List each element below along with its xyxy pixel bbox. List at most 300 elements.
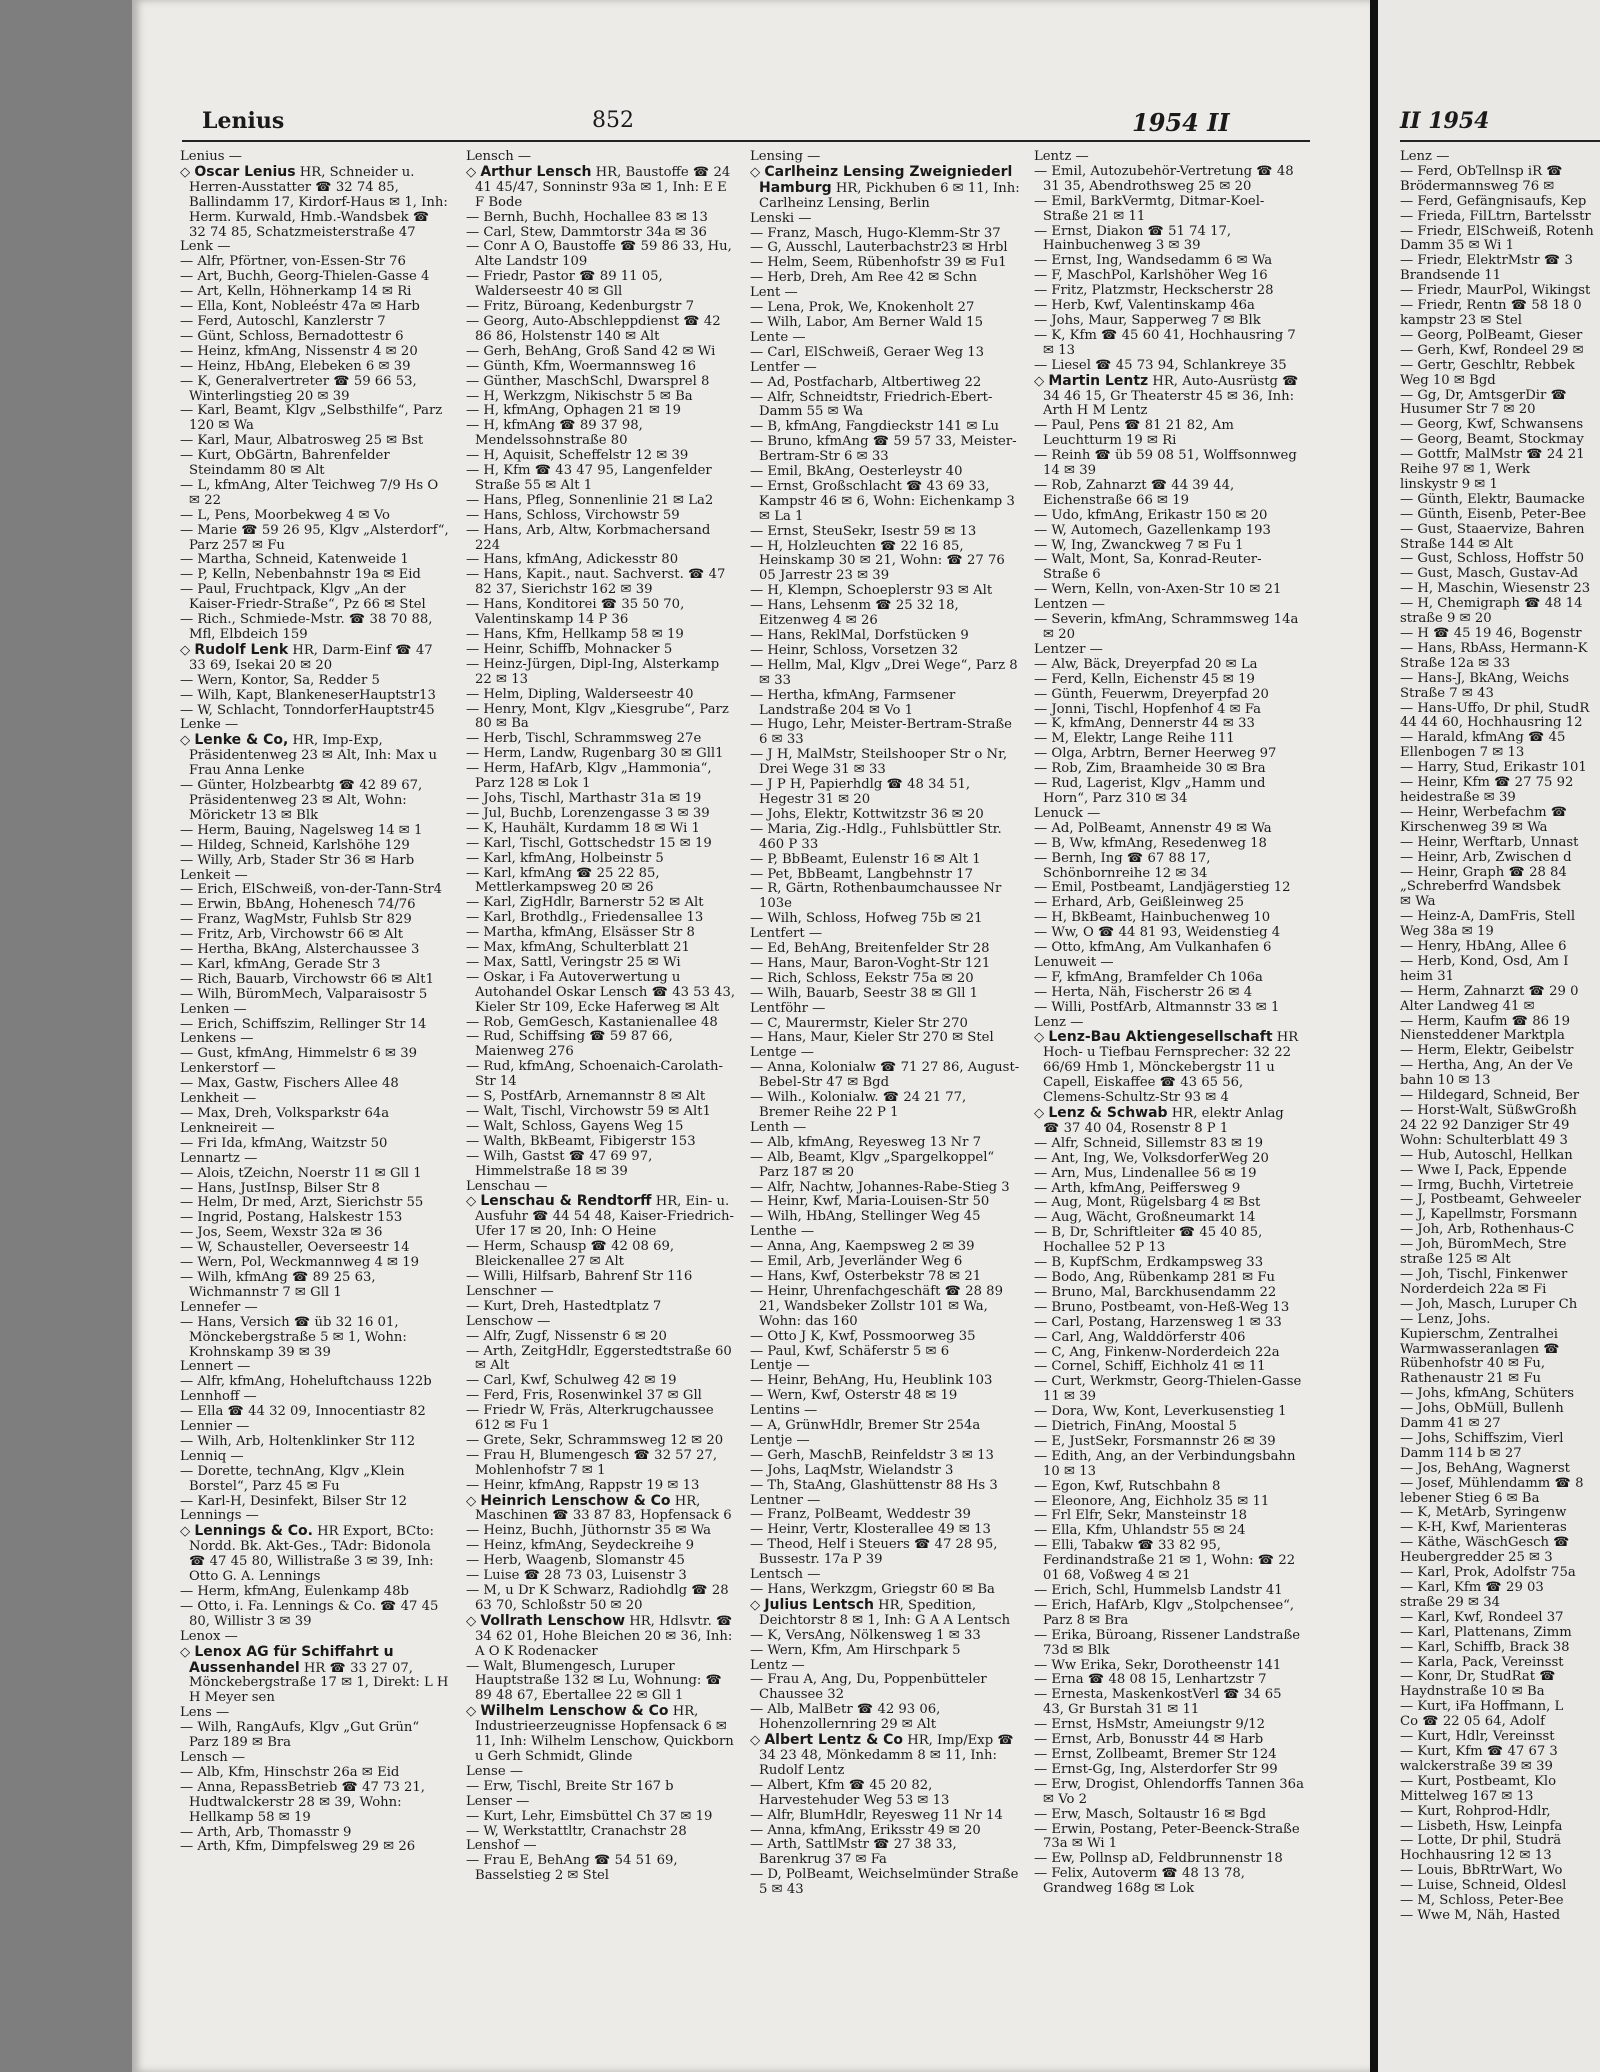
- right-column-line: Reihe 97 ✉ 1, Werk: [1400, 462, 1531, 478]
- right-column-line: — Wwe I, Pack, Eppende: [1400, 1162, 1567, 1178]
- surname-heading: Lenuck —: [1034, 805, 1101, 821]
- directory-entry: — Paul, Kwf, Schäferstr 5 ✉ 6: [750, 1343, 950, 1359]
- directory-entry: — Carl, Kwf, Schulweg 42 ✉ 19: [466, 1373, 677, 1389]
- right-column-line: — Gust, Schloss, Hoffstr 50: [1400, 551, 1585, 567]
- directory-entry: — Wern, Pol, Weckmannweg 4 ✉ 19: [180, 1255, 420, 1271]
- directory-entry: — Rob, Zim, Braamheide 30 ✉ Bra: [1034, 761, 1266, 777]
- right-column-line: Heubergredder 25 ✉ 3: [1400, 1550, 1553, 1566]
- right-column-line: Husumer Str 7 ✉ 20: [1400, 402, 1536, 418]
- directory-entry: — Carl, Stew, Dammtorstr 34a ✉ 36: [466, 224, 707, 240]
- surname-heading: Lensing —: [750, 149, 821, 164]
- surname-heading: Lentje —: [750, 1358, 810, 1374]
- surname-heading: Lenk —: [180, 239, 231, 255]
- directory-entry: — Wilh, Labor, Am Berner Wald 15: [750, 314, 983, 330]
- directory-entry: — Carl, Ang, Walddörferstr 406: [1034, 1329, 1246, 1345]
- directory-entry: — W, Werkstattltr, Cranachstr 28: [466, 1823, 687, 1839]
- directory-entry: — Heinr, kfmAng, Rappstr 19 ✉ 13: [466, 1477, 700, 1493]
- firm-entry: ◇ Wilhelm Lenschow & Co HR, Industrieerzeugnisse Hopfensack 6 ✉ 11, Inh: Wilhelm Lenschow, Quickborn u Gerh Schmidt, Glinde: [466, 1703, 734, 1764]
- directory-entry: — Alfr, Pförtner, von-Essen-Str 76: [180, 254, 406, 270]
- right-column-line: heidestraße ✉ 39: [1400, 789, 1516, 805]
- surname-heading: Lente —: [750, 329, 806, 345]
- directory-entry: — Theod, Helf i Steuers ☎ 47 28 95, Bussestr. 17a P 39: [750, 1537, 998, 1568]
- right-column-line: — Gg, Dr, AmtsgerDir ☎: [1400, 387, 1567, 403]
- surname-heading: Lenkeit —: [180, 867, 248, 883]
- firm-entry: ◇ Oscar Lenius HR, Schneider u. Herren-Ausstatter ☎ 32 74 85, Ballindamm 17, Kirdorf-Haus ✉ 1, Inh: Herm. Kurwald, Hmb.-Wandsbek ☎ 32 74 85, Schatzmeisterstraße 47: [180, 163, 448, 240]
- directory-entry: — Martha, kfmAng, Elsässer Str 8: [466, 925, 695, 941]
- firm-entry: ◇ Vollrath Lenschow HR, Hdlsvtr. ☎ 34 62 01, Hohe Bleichen 20 ✉ 36, Inh: A O K Rodenacker: [466, 1612, 733, 1659]
- directory-entry: — Johs, Tischl, Marthastr 31a ✉ 19: [466, 790, 702, 806]
- right-column-line: — Gerh, Kwf, Rondeel 29 ✉: [1400, 342, 1584, 358]
- right-column-line: bahn 10 ✉ 13: [1400, 1073, 1491, 1089]
- surname-heading: Lenniq —: [180, 1448, 244, 1464]
- right-column-line: — Friedr, Rentn ☎ 58 18 0: [1400, 298, 1582, 314]
- surname-heading: Lennert —: [180, 1359, 251, 1375]
- directory-entry: — K, Hauhält, Kurdamm 18 ✉ Wi 1: [466, 820, 700, 836]
- right-column-line: — Karl, Kwf, Rondeel 37: [1400, 1609, 1564, 1625]
- right-column-line: — Karla, Pack, Vereinsst: [1400, 1654, 1564, 1670]
- directory-entry: — Heinr, Kwf, Maria-Louisen-Str 50: [750, 1194, 990, 1210]
- directory-entry: — Karl, Tischl, Gottschedstr 15 ✉ 19: [466, 835, 712, 851]
- surname-heading: Lenius —: [180, 149, 242, 164]
- column-3: [750, 150, 1020, 1898]
- directory-entry: — Rob, Zahnarzt ☎ 44 39 44, Eichenstraße 66 ✉ 19: [1034, 477, 1235, 508]
- directory-entry: — Walth, BkBeamt, Fibigerstr 153: [466, 1133, 696, 1149]
- column-2: [466, 150, 736, 1884]
- directory-entry: — Fritz, Arb, Virchowstr 66 ✉ Alt: [180, 927, 404, 943]
- directory-entry: — Pet, BbBeamt, Langbehnstr 17: [750, 866, 973, 882]
- directory-entry: — Erich, Schl, Hummelsb Landstr 41: [1034, 1583, 1283, 1598]
- directory-entry: — Ernst, HsMstr, Ameiungstr 9/12: [1034, 1717, 1265, 1733]
- right-column-line: Ellenbogen 7 ✉ 13: [1400, 745, 1525, 761]
- surname-heading: Lenski —: [750, 210, 812, 226]
- directory-entry: — K, VersAng, Nölkensweg 1 ✉ 33: [750, 1627, 981, 1643]
- directory-entry: — Helm, Dipling, Walderseestr 40: [466, 686, 694, 702]
- directory-entry: — Ella, Kont, Nobleéstr 47a ✉ Harb: [180, 299, 420, 315]
- directory-entry: — Wern, Kfm, Am Hirschpark 5: [750, 1642, 961, 1658]
- right-column-line: — Irmg, Buchh, Virtetreie: [1400, 1177, 1574, 1193]
- right-column-line: — Lotte, Dr phil, Studrä: [1400, 1833, 1562, 1849]
- directory-entry: — Erna ☎ 48 08 15, Lenhartzstr 7: [1034, 1672, 1267, 1688]
- surname-heading: Lent —: [750, 285, 798, 301]
- directory-entry: — Franz, WagMstr, Fuhlsb Str 829: [180, 912, 412, 928]
- directory-entry: — Paul, Pens ☎ 81 21 82, Am Leuchtturm 19 ✉ Ri: [1034, 418, 1234, 449]
- directory-entry: — Fritz, Platzmstr, Heckscherstr 28: [1034, 283, 1274, 299]
- firm-entry: ◇ Lenz & Schwab HR, elektr Anlag ☎ 37 40 04, Rosenstr 8 P 1: [1034, 1105, 1284, 1136]
- directory-entry: — C, Maurermstr, Kieler Str 270: [750, 1015, 968, 1031]
- right-column-line: — Günth, Eisenb, Peter-Bee: [1400, 506, 1587, 522]
- directory-entry: — Anna, RepassBetrieb ☎ 47 73 21, Hudtwalckerstr 28 ✉ 39, Wohn: Hellkamp 58 ✉ 19: [180, 1779, 425, 1825]
- directory-entry: — Ww Erika, Sekr, Dorotheenstr 141: [1034, 1657, 1282, 1673]
- directory-entry: — Elli, Tabakw ☎ 33 82 95, Ferdinandstraße 21 ✉ 1, Wohn: ☎ 22 01 68, Voßweg 4 ✉ 21: [1034, 1538, 1296, 1584]
- right-column-line: — Luise, Schneid, Oldesl: [1400, 1878, 1567, 1894]
- surname-heading: Lenkheit —: [180, 1091, 257, 1107]
- directory-entry: — Wilh, RangAufs, Klgv „Gut Grün“ Parz 189 ✉ Bra: [180, 1720, 420, 1751]
- directory-entry: — Ernst, Ing, Wandsedamm 6 ✉ Wa: [1034, 253, 1273, 269]
- surname-heading: Lentins —: [750, 1403, 818, 1419]
- directory-entry: — Erw, Masch, Soltaustr 16 ✉ Bgd: [1034, 1806, 1267, 1822]
- directory-entry: — Art, Kelln, Höhnerkamp 14 ✉ Ri: [180, 284, 412, 300]
- directory-entry: — Gust, kfmAng, Himmelstr 6 ✉ 39: [180, 1046, 417, 1062]
- directory-entry: — Bruno, Mal, Barckhusendamm 22: [1034, 1284, 1277, 1300]
- directory-entry: — Hans, ReklMal, Dorfstücken 9: [750, 628, 969, 643]
- right-column-line: kampstr 23 ✉ Stel: [1400, 312, 1522, 328]
- directory-entry: — B, kfmAng, Fangdieckstr 141 ✉ Lu: [750, 419, 999, 435]
- directory-entry: — Hertha, kfmAng, Farmsener Landstraße 204 ✉ Vo 1: [750, 687, 956, 718]
- right-column-line: — Friedr, ElSchweiß, Rotenh: [1400, 223, 1594, 239]
- directory-entry: — Gerh, MaschB, Reinfeldstr 3 ✉ 13: [750, 1447, 994, 1463]
- edition-year: 1954 II: [1132, 108, 1230, 137]
- right-column-line: Brödermannsweg 76 ✉: [1400, 178, 1555, 194]
- directory-entry: — Rud, kfmAng, Schoenaich-Carolath-Str 14: [466, 1059, 723, 1090]
- directory-entry: — Aug, Mont, Rügelsbarg 4 ✉ Bst: [1034, 1195, 1261, 1211]
- directory-entry: — Erich, ElSchweiß, von-der-Tann-Str4: [180, 882, 443, 898]
- directory-entry: — Friedr W, Fräs, Alterkrugchaussee 612 ✉ Fu 1: [466, 1403, 714, 1434]
- directory-entry: — Severin, kfmAng, Schrammsweg 14a ✉ 20: [1034, 612, 1299, 642]
- surname-heading: Lenken —: [180, 1001, 247, 1017]
- directory-entry: — Willi, PostfArb, Altmannstr 33 ✉ 1: [1034, 999, 1280, 1015]
- directory-entry: — Ella ☎ 44 32 09, Innocentiastr 82: [180, 1404, 426, 1420]
- right-column-line: — J, Postbeamt, Gehweeler: [1400, 1192, 1581, 1208]
- directory-entry: — Alw, Bäck, Dreyerpfad 20 ✉ La: [1034, 656, 1258, 672]
- directory-entry: — Henry, Mont, Klgv „Kiesgrube“, Parz 80 ✉ Ba: [466, 701, 729, 732]
- right-column-line: — Gust, Masch, Gustav-Ad: [1400, 566, 1579, 582]
- directory-entry: — Carl, ElSchweiß, Geraer Weg 13: [750, 344, 984, 360]
- directory-entry: — Hans, Arb, Altw, Korbmachersand 224: [466, 522, 711, 553]
- directory-entry: — Bruno, Postbeamt, von-Heß-Weg 13: [1034, 1299, 1290, 1315]
- right-column-line: walckerstraße 39 ✉ 39: [1400, 1758, 1553, 1774]
- right-column-line: Alter Landweg 41 ✉: [1400, 998, 1535, 1014]
- page-number: 852: [592, 108, 634, 133]
- directory-entry: — L, Pens, Moorbekweg 4 ✉ Vo: [180, 507, 390, 523]
- directory-entry: — Karl, Maur, Albatrosweg 25 ✉ Bst: [180, 433, 424, 449]
- directory-entry: — Karl, kfmAng ☎ 25 22 85, Mettlerkampsweg 20 ✉ 26: [466, 865, 660, 896]
- right-column-line: — Hans-Uffo, Dr phil, StudR: [1400, 700, 1590, 716]
- directory-entry: — Ella, Kfm, Uhlandstr 55 ✉ 24: [1034, 1523, 1246, 1539]
- directory-entry: — E, JustSekr, Forsmannstr 26 ✉ 39: [1034, 1433, 1276, 1449]
- right-column-line: — Harry, Stud, Erikastr 101: [1400, 760, 1587, 776]
- directory-entry: — Herb, Tischl, Schrammsweg 27e: [466, 731, 702, 747]
- right-column-line: — Jos, BehAng, Wagnerst: [1400, 1460, 1570, 1476]
- directory-entry: — Carl, Postang, Harzensweg 1 ✉ 33: [1034, 1314, 1282, 1330]
- right-column-line: ✉ Wa: [1400, 894, 1436, 910]
- directory-entry: — Dorette, technAng, Klgv „Klein Borstel“, Parz 45 ✉ Fu: [180, 1463, 405, 1494]
- directory-entry: — Arn, Mus, Lindenallee 56 ✉ 19: [1034, 1165, 1257, 1181]
- directory-entry: — Wilh, HbAng, Stellinger Weg 45: [750, 1209, 981, 1225]
- right-column-line: — Henry, HbAng, Allee 6: [1400, 939, 1567, 955]
- right-column-line: — Konr, Dr, StudRat ☎: [1400, 1669, 1556, 1685]
- directory-entry: — Udo, kfmAng, Erikastr 150 ✉ 20: [1034, 507, 1268, 523]
- directory-entry: — Ingrid, Postang, Halskestr 153: [180, 1210, 403, 1226]
- right-column-line: — Kurt, Hdlr, Vereinsst: [1400, 1729, 1555, 1745]
- directory-entry: — H, kfmAng, Ophagen 21 ✉ 19: [466, 403, 682, 419]
- firm-entry: ◇ Heinrich Lenschow & Co HR, Maschinen ☎ 33 87 83, Hopfensack 6: [466, 1492, 732, 1524]
- firm-entry: ◇ Lenox AG für Schiffahrt u Aussenhandel HR ☎ 33 27 07, Mönckebergstraße 17 ✉ 1, Direkt: L H H Meyer sen: [180, 1643, 449, 1706]
- right-column-line: Rübenhofstr 40 ✉ Fu,: [1400, 1356, 1546, 1372]
- surname-heading: Lenke —: [180, 717, 239, 733]
- right-column-line: — Heinr, Werbefachm ☎: [1400, 804, 1568, 820]
- directory-entry: — Johs, LaqMstr, Wielandstr 3: [750, 1462, 954, 1478]
- right-column-line: Norderdeich 22a ✉ Fi: [1400, 1281, 1547, 1297]
- right-column-line: lebener Stieg 6 ✉ Ba: [1400, 1490, 1540, 1506]
- right-column-line: Brandsende 11: [1400, 268, 1502, 284]
- right-column-line: — Lenz, Johs.: [1400, 1311, 1491, 1327]
- directory-entry: — Bernh, Buchh, Hochallee 83 ✉ 13: [466, 209, 708, 225]
- directory-entry: — Max, kfmAng, Schulterblatt 21: [466, 940, 690, 956]
- surname-heading: Lenschow —: [466, 1313, 551, 1329]
- right-column-line: — Gust, Staaervize, Bahren: [1400, 521, 1585, 537]
- directory-entry: — Walt, Mont, Sa, Konrad-Reuter-Straße 6: [1034, 552, 1262, 583]
- right-column-line: — Frieda, FilLtrn, Bartelsstr: [1400, 208, 1591, 224]
- directory-entry: — K, Kfm ☎ 45 60 41, Hochhausring 7 ✉ 13: [1034, 327, 1296, 358]
- directory-entry: — Alfr, Nachtw, Johannes-Rabe-Stieg 3: [750, 1179, 1010, 1195]
- surname-heading: Lenser —: [466, 1793, 530, 1809]
- directory-entry: — H, Werkzgm, Nikischstr 5 ✉ Ba: [466, 388, 693, 404]
- firm-entry: ◇ Arthur Lensch HR, Baustoffe ☎ 24 41 45/47, Sonninstr 93a ✉ 1, Inh: E E F Bode: [466, 163, 731, 210]
- surname-heading: Lenkneireit —: [180, 1120, 275, 1136]
- directory-entry: — Ernst-Gg, Ing, Alsterdorfer Str 99: [1034, 1761, 1278, 1777]
- directory-entry: — Wilh, Gastst ☎ 47 69 97, Himmelstraße 18 ✉ 39: [466, 1148, 653, 1179]
- directory-entry: — H, Aquisit, Scheffelstr 12 ✉ 39: [466, 448, 689, 464]
- directory-entry: — Alois, tZeichn, Noerstr 11 ✉ Gll 1: [180, 1165, 422, 1181]
- directory-entry: — Alfr, Zugf, Nissenstr 6 ✉ 20: [466, 1328, 667, 1344]
- directory-entry: — Heinz, HbAng, Elebeken 6 ✉ 39: [180, 358, 411, 374]
- directory-entry: — Wilh, BüromMech, Valparaisostr 5: [180, 986, 428, 1002]
- surname-heading: Lensch —: [180, 1749, 246, 1765]
- directory-entry: — Emil, Arb, Jeverländer Weg 6: [750, 1254, 963, 1270]
- column-4: [1034, 150, 1304, 1897]
- surname-heading: Lenschau —: [466, 1178, 548, 1194]
- firm-entry: ◇ Lenschau & Rendtorff HR, Ein- u. Ausfuhr ☎ 44 54 48, Kaiser-Friedrich-Ufer 17 ✉ 20, Inh: O Heine: [466, 1193, 734, 1240]
- right-column-line: Damm 41 ✉ 27: [1400, 1416, 1501, 1432]
- right-column-line: — Kurt, Kfm ☎ 47 67 3: [1400, 1743, 1558, 1759]
- surname-heading: Lenz —: [1034, 1014, 1084, 1030]
- surname-heading: Lentfer —: [750, 359, 817, 375]
- directory-entry: — F, MaschPol, Karlshöher Weg 16: [1034, 268, 1268, 284]
- directory-entry: — S, PostfArb, Arnemannstr 8 ✉ Alt: [466, 1089, 706, 1105]
- directory-entry: — Heinz, Buchh, Jüthornstr 35 ✉ Wa: [466, 1523, 712, 1539]
- right-column-line: Weg 38a ✉ 19: [1400, 924, 1494, 940]
- directory-entry: — Wern, Kelln, von-Axen-Str 10 ✉ 21: [1034, 582, 1282, 598]
- directory-entry: — Herb, Dreh, Am Ree 42 ✉ Schn: [750, 270, 977, 286]
- directory-entry: — Paul, Fruchtpack, Klgv „An der Kaiser-Friedr-Straße“, Pz 66 ✉ Stel: [180, 582, 426, 613]
- directory-entry: — Hans, Versich ☎ üb 32 16 01, Mönckebergstraße 5 ✉ 1, Wohn: Krohnskamp 39 ✉ 39: [180, 1314, 407, 1360]
- directory-entry: — Walt, Tischl, Virchowstr 59 ✉ Alt1: [466, 1104, 711, 1119]
- directory-entry: — Herb, Kwf, Valentinskamp 46a: [1034, 298, 1255, 314]
- directory-entry: — Hans, Maur, Baron-Voght-Str 121: [750, 955, 991, 971]
- right-column-line: straße 125 ✉ Alt: [1400, 1252, 1511, 1268]
- right-column-line: — Joh, Tischl, Finkenwer: [1400, 1266, 1568, 1282]
- directory-entry: — Rud, Schiffsing ☎ 59 87 66, Maienweg 276: [466, 1029, 673, 1060]
- right-column-line: — Hub, Autoschl, Hellkan: [1400, 1147, 1573, 1163]
- directory-entry: — Hans, Lehsenm ☎ 25 32 18, Eitzenweg 4 ✉ 26: [750, 598, 959, 629]
- directory-entry: — Willi, Hilfsarb, Bahrenf Str 116: [466, 1268, 693, 1284]
- right-column-line: — Johs, Schiffszim, Vierl: [1400, 1430, 1564, 1446]
- directory-entry: — Aug, Wächt, Großneumarkt 14: [1034, 1210, 1256, 1226]
- directory-entry: — Max, Gastw, Fischers Allee 48: [180, 1076, 399, 1092]
- directory-entry: — Herm, Landw, Rugenbarg 30 ✉ Gll1: [466, 746, 724, 762]
- directory-entry: — Friedr, Pastor ☎ 89 11 05, Walderseestr 40 ✉ Gll: [466, 269, 663, 300]
- directory-entry: — Karl, ZigHdlr, Barnerstr 52 ✉ Alt: [466, 895, 704, 911]
- right-column-line: — Hildegard, Schneid, Ber: [1400, 1088, 1580, 1104]
- right-column-line: straße 29 ✉ 34: [1400, 1594, 1501, 1610]
- right-column-line: Weg 10 ✉ Bgd: [1400, 372, 1496, 388]
- directory-entry: — Heinr, Schiffb, Mohnacker 5: [466, 641, 673, 657]
- directory-entry: — Wilh, kfmAng ☎ 89 25 63, Wichmannstr 7 ✉ Gll 1: [180, 1269, 376, 1300]
- directory-entry: — Bernh, Ing ☎ 67 88 17, Schönbornreihe 12 ✉ 34: [1034, 850, 1211, 881]
- directory-entry: — Hans, JustInsp, Bilser Str 8: [180, 1180, 380, 1196]
- right-column-line: — Georg, Beamt, Stockmay: [1400, 432, 1584, 448]
- directory-entry: — Arth, Kfm, Dimpfelsweg 29 ✉ 26: [180, 1839, 416, 1855]
- surname-heading: Lennartz —: [180, 1150, 258, 1166]
- right-column-line: — Hans-J, BkAng, Weichs: [1400, 670, 1570, 686]
- directory-entry: — W, Schausteller, Oeverseestr 14: [180, 1240, 410, 1256]
- directory-entry: — Art, Buchh, Georg-Thielen-Gasse 4: [180, 269, 430, 285]
- directory-entry: — Lena, Prok, We, Knokenholt 27: [750, 300, 975, 316]
- right-running-head: II 1954: [1400, 108, 1490, 134]
- directory-entry: — Ernst, Großschlacht ☎ 43 69 33, Kampstr 46 ✉ 6, Wohn: Eichenkamp 3 ✉ La 1: [750, 478, 1015, 524]
- directory-entry: — Alfr, Schneid, Sillemstr 83 ✉ 19: [1034, 1135, 1264, 1151]
- directory-entry: — J H, MalMstr, Steilshooper Str o Nr, Drei Wege 31 ✉ 33: [750, 747, 1008, 778]
- directory-entry: — Otto, kfmAng, Am Vulkanhafen 6: [1034, 940, 1272, 956]
- firm-entry: ◇ Martin Lentz HR, Auto-Ausrüstg ☎ 34 46 15, Gr Theaterstr 45 ✉ 36, Inh: Arth H M Lentz: [1034, 372, 1299, 419]
- header-rule: [182, 140, 1310, 142]
- right-column-line: Damm 114 b ✉ 27: [1400, 1445, 1522, 1461]
- directory-entry: — Hertha, BkAng, Alsterchaussee 3: [180, 942, 420, 958]
- right-column-line: Kirschenweg 39 ✉ Wa: [1400, 819, 1548, 835]
- right-column-line: — Karl, Schiffb, Brack 38: [1400, 1639, 1570, 1655]
- right-column-line: — Friedr, ElektrMstr ☎ 3: [1400, 253, 1573, 269]
- directory-entry: — Günt, Schloss, Bernadottestr 6: [180, 328, 404, 344]
- surname-heading: Lenthe —: [750, 1224, 815, 1240]
- right-column-line: Niensteddener Marktpla: [1400, 1028, 1565, 1044]
- right-column-line: — K, MetArb, Syringenw: [1400, 1505, 1567, 1521]
- directory-entry: — Franz, PolBeamt, Weddestr 39: [750, 1507, 971, 1523]
- directory-entry: — Johs, Maur, Sapperweg 7 ✉ Blk: [1034, 312, 1261, 328]
- right-column-line: Damm 35 ✉ Wi 1: [1400, 238, 1514, 254]
- directory-entry: — H, Kfm ☎ 43 47 95, Langenfelder Straße 55 ✉ Alt 1: [466, 463, 712, 493]
- right-column-line: — Karl, Kfm ☎ 29 03: [1400, 1580, 1544, 1595]
- right-column-line: — J, Kapellmstr, Forsmann: [1400, 1207, 1578, 1223]
- directory-entry: — Fri Ida, kfmAng, Waitzstr 50: [180, 1135, 388, 1151]
- surname-heading: Lensch —: [466, 149, 532, 164]
- right-column-line: — Heinr, Graph ☎ 28 84: [1400, 864, 1567, 880]
- directory-entry: — Heinr, Schloss, Vorsetzen 32: [750, 642, 959, 658]
- directory-entry: — Heinr, Uhrenfachgeschäft ☎ 28 89 21, Wandsbeker Zollstr 101 ✉ Wa, Wohn: das 160: [750, 1283, 1003, 1329]
- surname-heading: Lenschner —: [466, 1283, 554, 1299]
- directory-entry: — R, Gärtn, Rothenbaumchaussee Nr 103e: [750, 881, 1002, 912]
- firm-entry: ◇ Lennings & Co. HR Export, BCto: Nordd. Bk. Akt-Ges., TAdr: Bidonola ☎ 47 45 80, Willistraße 3 ✉ 39, Inh: Otto G. A. Lennings: [180, 1523, 434, 1585]
- right-header-rule: [1400, 140, 1600, 142]
- directory-entry: — Gerh, BehAng, Groß Sand 42 ✉ Wi: [466, 343, 716, 359]
- right-column-line: — Joh, Masch, Luruper Ch: [1400, 1296, 1578, 1312]
- directory-entry: — Erich, Schiffszim, Rellinger Str 14: [180, 1016, 427, 1032]
- surname-heading: Lennier —: [180, 1419, 250, 1435]
- right-column-line: — H, Maschin, Wiesenstr 23: [1400, 581, 1591, 597]
- right-column-line: — Herb, Kond, Osd, Am I: [1400, 953, 1569, 969]
- right-column-line: — Ferd, ObTellnsp iR ☎: [1400, 163, 1563, 179]
- directory-entry: — Herb, Waagenb, Slomanstr 45: [466, 1553, 685, 1569]
- surname-heading: Lentge —: [750, 1045, 814, 1061]
- right-column-line: — Josef, Mühlendamm ☎ 8: [1400, 1475, 1584, 1491]
- directory-entry: — Hugo, Lehr, Meister-Bertram-Straße 6 ✉ 33: [750, 717, 1012, 748]
- directory-entry: — Martha, Schneid, Katenweide 1: [180, 552, 409, 568]
- right-column-line: — Heinz-A, DamFris, Stell: [1400, 909, 1576, 925]
- surname-heading: Lentz —: [1034, 149, 1089, 164]
- directory-entry: — Ernst, SteuSekr, Isestr 59 ✉ 13: [750, 523, 977, 539]
- right-column-line: — Hertha, Ang, An der Ve: [1400, 1058, 1573, 1074]
- right-column-line: — Käthe, WäschGesch ☎: [1400, 1535, 1570, 1551]
- right-column-line: — Gertr, Geschltr, Rebbek: [1400, 357, 1575, 373]
- directory-entry: — Erhard, Arb, Geißleinweg 25: [1034, 895, 1245, 911]
- directory-entry: — Alfr, Schneidtstr, Friedrich-Ebert-Damm 55 ✉ Wa: [750, 389, 993, 420]
- right-column-line: Straße 144 ✉ Alt: [1400, 536, 1513, 552]
- right-column-line: Warmwasseranlagen ☎: [1400, 1341, 1560, 1357]
- directory-entry: — Otto, i. Fa. Lennings & Co. ☎ 47 45 80, Willistr 3 ✉ 39: [180, 1598, 439, 1629]
- surname-heading: Lentzen —: [1034, 597, 1105, 613]
- directory-entry: — Conr A O, Baustoffe ☎ 59 86 33, Hu, Alte Landstr 109: [466, 239, 732, 270]
- right-column-line: — Louis, BbRtrWart, Wo: [1400, 1863, 1563, 1879]
- directory-entry: — Grete, Sekr, Schrammsweg 12 ✉ 20: [466, 1432, 724, 1448]
- directory-entry: — Hans, Kfm, Hellkamp 58 ✉ 19: [466, 627, 684, 642]
- right-column-line: — Horst-Walt, SüßwGroßh: [1400, 1103, 1577, 1118]
- directory-entry: — Maria, Zig.-Hdlg., Fuhlsbüttler Str. 460 P 33: [750, 821, 1002, 852]
- directory-entry: — Herm, kfmAng, Eulenkamp 48b: [180, 1584, 409, 1599]
- right-column-line: Kupierschm, Zentralhei: [1400, 1326, 1559, 1342]
- directory-entry: — Ad, PolBeamt, Annenstr 49 ✉ Wa: [1034, 820, 1272, 836]
- directory-entry: — Rob, GemGesch, Kastanienallee 48: [466, 1014, 718, 1030]
- directory-entry: — Edith, Ang, an der Verbindungsbahn 10 ✉ 13: [1034, 1448, 1296, 1479]
- directory-entry: — Willy, Arb, Stader Str 36 ✉ Harb: [180, 852, 415, 868]
- right-column-line: — Wwe M, Näh, Hasted: [1400, 1907, 1561, 1923]
- directory-entry: — Max, Sattl, Veringstr 25 ✉ Wi: [466, 954, 681, 970]
- directory-entry: — Th, StaAng, Glashüttenstr 88 Hs 3: [750, 1477, 998, 1493]
- surname-heading: Lens —: [180, 1705, 230, 1721]
- directory-entry: — Kurt, Dreh, Hastedtplatz 7: [466, 1298, 662, 1314]
- directory-entry: — Günter, Holzbearbtg ☎ 42 89 67, Präsidentenweg 23 ✉ Alt, Wohn: Möricketr 13 ✉ Blk: [180, 778, 423, 823]
- right-column-line: 44 44 60, Hochhausring 12: [1400, 715, 1583, 731]
- directory-entry: — Emil, BarkVermtg, Ditmar-Koel-Straße 21 ✉ 11: [1034, 193, 1265, 224]
- surname-heading: Lennhoff —: [180, 1389, 257, 1405]
- right-column-line: — M, Schloss, Peter-Bee: [1400, 1893, 1564, 1909]
- directory-entry: — Ferd, Autoschl, Kanzlerstr 7: [180, 313, 386, 329]
- directory-entry: — K, Generalvertreter ☎ 59 66 53, Winterlingstieg 20 ✉ 39: [180, 373, 417, 404]
- right-column-line: Straße 12a ✉ 33: [1400, 655, 1511, 671]
- right-column-line: heim 31: [1400, 968, 1454, 984]
- directory-entry: — Rich., Schmiede-Mstr. ☎ 38 70 88, Mfl, Elbdeich 159: [180, 612, 433, 642]
- column-1: [180, 150, 450, 1855]
- right-column-line: — Kurt, iFa Hoffmann, L: [1400, 1699, 1564, 1715]
- directory-entry: — Karl, kfmAng, Holbeinstr 5: [466, 850, 664, 866]
- right-column-line: — Joh, Arb, Rothenhaus-C: [1400, 1222, 1575, 1238]
- surname-heading: Lentföhr —: [750, 1000, 826, 1016]
- firm-entry: ◇ Lenke & Co, HR, Imp-Exp, Präsidentenweg 23 ✉ Alt, Inh: Max u Frau Anna Lenke: [180, 732, 438, 779]
- directory-entry: — D, PolBeamt, Weichselmünder Straße 5 ✉ 43: [750, 1867, 1019, 1898]
- directory-entry: — Felix, Autoverm ☎ 48 13 78, Grandweg 168g ✉ Lok: [1034, 1866, 1245, 1897]
- directory-entry: — Emil, Autozubehör-Vertretung ☎ 48 31 35, Abendrothsweg 25 ✉ 20: [1034, 163, 1294, 194]
- directory-entry: — Bruno, kfmAng ☎ 59 57 33, Meister-Bertram-Str 6 ✉ 33: [750, 434, 1017, 465]
- right-page: [1378, 0, 1600, 2072]
- directory-entry: — Kurt, Lehr, Eimsbüttel Ch 37 ✉ 19: [466, 1808, 713, 1824]
- directory-entry: — Curt, Werkmstr, Georg-Thielen-Gasse 11 ✉ 39: [1034, 1374, 1302, 1405]
- directory-entry: — Erwin, Postang, Peter-Beenck-Straße 73a ✉ Wi 1: [1034, 1821, 1300, 1852]
- right-column-line: — Friedr, MaurPol, Wikingst: [1400, 283, 1591, 299]
- directory-entry: — M, u Dr K Schwarz, Radiohdlg ☎ 28 63 70, Schloßstr 50 ✉ 20: [466, 1583, 729, 1613]
- directory-entry: — Hellm, Mal, Klgv „Drei Wege“, Parz 8 ✉ 33: [750, 657, 1018, 688]
- right-column-line: — Herm, Elektr, Geibelstr: [1400, 1043, 1574, 1059]
- surname-heading: Lennefer —: [180, 1299, 258, 1315]
- directory-entry: — Karl-H, Desinfekt, Bilser Str 12: [180, 1493, 407, 1509]
- directory-entry: — Frl Elfr, Sekr, Mansteinstr 18: [1034, 1508, 1248, 1524]
